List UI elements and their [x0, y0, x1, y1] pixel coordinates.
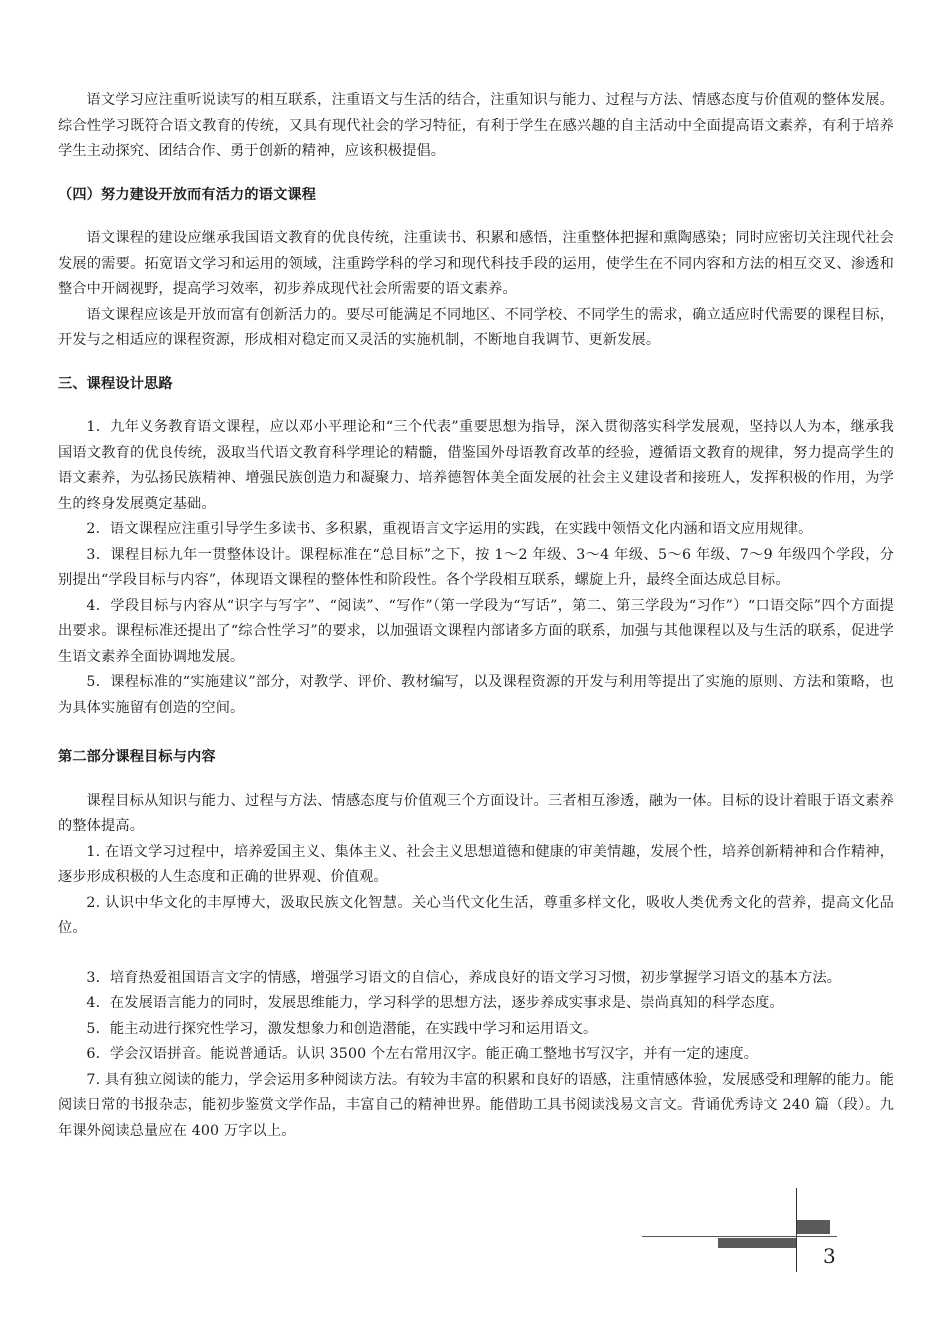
footer-decoration-block	[718, 1238, 796, 1248]
page-number: 3	[823, 1244, 836, 1268]
footer-decoration-block	[797, 1220, 830, 1234]
list-item: 7. 具有独立阅读的能力，学会运用多种阅读方法。有较为丰富的积累和良好的语感，注重情感体验，发展感受和理解的能力。能阅读日常的书报杂志，能初步鉴赏文学作品，丰富自己的精神世界。能借助工具书阅读浅易文言文。背诵优秀诗文 240 篇（段）。九年课外阅读总量应在 400 万字以上。	[58, 1071, 894, 1139]
list-item: 1. 在语文学习过程中，培养爱国主义、集体主义、社会主义思想道德和健康的审美情趣，发展个性，培养创新精神和合作精神，逐步形成积极的人生态度和正确的世界观、价值观。	[58, 843, 894, 885]
list-item: 4．学段目标与内容从“识字与写字”、“阅读”、“写作”（第一学段为“写话”，第二、第三学段为“习作”）“口语交际”四个方面提出要求。课程标准还提出了“综合性学习”的要求，以加强语文课程内部诸多方面的联系，加强与其他课程以及与生活的联系，促进学生语文素养全面协调地发展。	[58, 597, 894, 665]
list-item: 6．学会汉语拼音。能说普通话。认识 3500 个左右常用汉字。能正确工整地书写汉字，并有一定的速度。	[86, 1046, 759, 1062]
list-item: 3．培育热爱祖国语言文字的情感，增强学习语文的自信心，养成良好的语文学习习惯，初步掌握学习语文的基本方法。	[86, 969, 842, 986]
list-item: 3．课程目标九年一贯整体设计。课程标准在“总目标”之下，按 1～2 年级、3～4 年级、5～6 年级、7～9 年级四个学段，分别提出“学段目标与内容”，体现语文课程的整体性和阶段性。各个学段相互联系，螺旋上升，最终全面达成总目标。	[58, 546, 894, 588]
paragraph: 语文学习应注重听说读写的相互联系，注重语文与生活的结合，注重知识与能力、过程与方法、情感态度与价值观的整体发展。综合性学习既符合语文教育的传统，又具有现代社会的学习特征，有利于学生在感兴趣的自主活动中全面提高语文素养，有利于培养学生主动探究、团结合作、勇于创新的精神，应该积极提倡。	[58, 92, 894, 159]
paragraph: 语文课程的建设应继承我国语文教育的优良传统，注重读书、积累和感悟，注重整体把握和熏陶感染；同时应密切关注现代社会发展的需要。拓宽语文学习和运用的领域，注重跨学科的学习和现代科技手段的运用，使学生在不同内容和方法的相互交叉、渗透和整合中开阔视野，提高学习效率，初步养成现代社会所需要的语文素养。	[58, 230, 894, 297]
list-item: 1．九年义务教育语文课程，应以邓小平理论和“三个代表”重要思想为指导，深入贯彻落实科学发展观，坚持以人为本，继承我国语文教育的优良传统，汲取当代语文教育科学理论的精髓，借鉴国外母语教育改革的经验，遵循语文教育的规律，努力提高学生的语文素养，为弘扬民族精神、增强民族创造力和凝聚力、培养德智体美全面发展的社会主义建设者和接班人，发挥积极的作用，为学生的终身发展奠定基础。	[58, 419, 894, 512]
section-heading: （四）努力建设开放而有活力的语文课程	[58, 186, 317, 203]
paragraph: 语文课程应该是开放而富有创新活力的。要尽可能满足不同地区、不同学校、不同学生的需求，确立适应时代需要的课程目标，开发与之相适应的课程资源，形成相对稳定而又灵活的实施机制，不断地自我调节、更新发展。	[58, 306, 894, 348]
list-item: 5．课程标准的“实施建议”部分，对教学、评价、教材编写，以及课程资源的开发与利用等提出了实施的原则、方法和策略，也为具体实施留有创造的空间。	[58, 674, 894, 716]
part-heading: 第二部分课程目标与内容	[58, 749, 216, 765]
list-item: 2. 认识中华文化的丰厚博大，汲取民族文化智慧。关心当代文化生活，尊重多样文化，吸收人类优秀文化的营养，提高文化品位。	[58, 894, 894, 936]
footer-horizontal-rule	[642, 1236, 837, 1237]
document-body	[58, 88, 894, 1144]
list-item: 4．在发展语言能力的同时，发展思维能力，学习科学的思想方法，逐步养成实事求是、崇尚真知的科学态度。	[86, 995, 784, 1011]
list-item: 2．语文课程应注重引导学生多读书、多积累，重视语言文字运用的实践，在实践中领悟文化内涵和语文应用规律。	[86, 521, 813, 537]
list-item: 5．能主动进行探究性学习，激发想象力和创造潜能，在实践中学习和运用语文。	[86, 1020, 598, 1037]
paragraph: 课程目标从知识与能力、过程与方法、情感态度与价值观三个方面设计。三者相互渗透，融为一体。目标的设计着眼于语文素养的整体提高。	[58, 792, 894, 834]
section-heading: 三、课程设计思路	[58, 375, 173, 392]
